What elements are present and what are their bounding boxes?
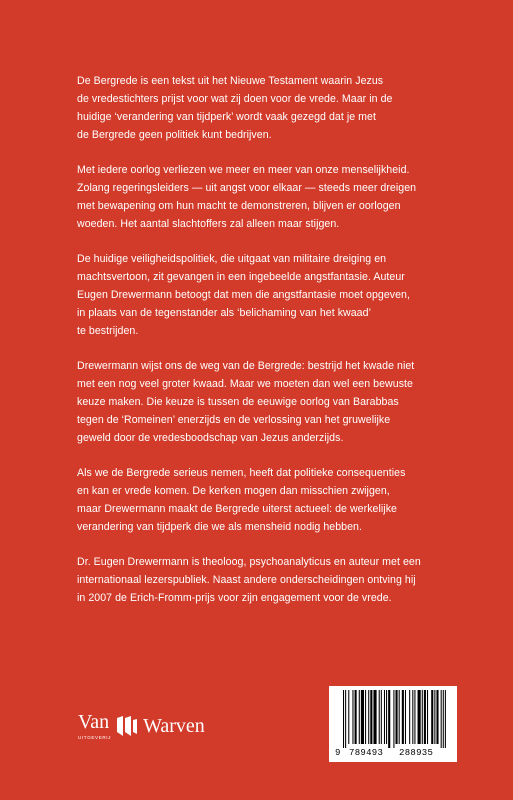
paragraph <box>77 72 497 144</box>
text-line: Dr. Eugen Drewermann is theoloog, psychoanalyticus en auteur met een <box>77 556 421 568</box>
text-line: maar Drewermann maakt de Bergrede uiterst actueel: de werkelijke <box>77 503 397 515</box>
text-line: De Bergrede is een tekst uit het Nieuwe Testament waarin Jezus <box>77 75 384 87</box>
text-line: Drewermann wijst ons de weg van de Bergrede: bestrijd het kwade niet <box>77 360 415 372</box>
text-line: tegen de ‘Romeinen’ enerzijds en de verlossing van het gruwelijke <box>77 414 391 426</box>
text-line: keuze maken. Die keuze is tussen de eeuwige oorlog van Barabbas <box>77 396 399 408</box>
text-line: Als we de Bergrede serieus nemen, heeft dat politieke consequenties <box>77 467 406 479</box>
text-line: de vredestichters prijst voor wat zij doen voor de vrede. Maar in de <box>77 93 393 105</box>
publisher-mark-icon <box>115 714 139 738</box>
text-line: huidige ‘verandering van tijdperk’ wordt vaak gezegd dat je met <box>77 111 376 123</box>
text-line: de Bergrede geen politiek kunt bedrijven. <box>77 129 272 141</box>
text-line: te bestrijden. <box>77 325 139 337</box>
logo-warven-text: Warven <box>143 715 205 737</box>
paragraph <box>77 161 497 233</box>
paragraph <box>77 464 497 536</box>
text-line: met bewapening om hun macht te demonstreren, blijven er oorlogen <box>77 200 401 212</box>
paragraph <box>77 553 497 607</box>
logo-van-group <box>78 712 111 740</box>
isbn-right-group: 288935 <box>399 748 434 758</box>
paragraph <box>77 357 497 447</box>
isbn-lead-digit: 9 <box>335 748 341 758</box>
publisher-logo <box>78 706 238 746</box>
isbn-left-group: 789493 <box>349 748 384 758</box>
text-line: verandering van tijdperk die we als mensheid nodig hebben. <box>77 521 362 533</box>
paragraph <box>77 250 497 340</box>
logo-van-text: Van <box>78 711 110 733</box>
text-line: machtsvertoon, zit gevangen in een ingebeelde angstfantasie. Auteur <box>77 271 405 283</box>
text-line: Zolang regeringsleiders — uit angst voor elkaar — steeds meer dreigen <box>77 182 417 194</box>
text-line: internationaal lezerspubliek. Naast andere onderscheidingen ontving hij <box>77 574 416 586</box>
isbn-barcode <box>329 686 457 762</box>
blurb-text <box>77 72 497 624</box>
text-line: Met iedere oorlog verliezen we meer en meer van onze menselijkheid. <box>77 164 410 176</box>
text-line: in 2007 de Erich-Fromm-prijs voor zijn engagement voor de vrede. <box>77 592 392 604</box>
text-line: geweld door de vredesboodschap van Jezus anderzijds. <box>77 432 344 444</box>
logo-subtitle: UITGEVERIJ <box>78 735 112 740</box>
text-line: Eugen Drewermann betoogt dat men die angstfantasie moet opgeven, <box>77 289 410 301</box>
text-line: in plaats van de tegenstander als ‘belichaming van het kwaad’ <box>77 307 371 319</box>
text-line: met een nog veel groter kwaad. Maar we moeten dan wel een bewuste <box>77 378 413 390</box>
barcode-bars <box>337 690 449 748</box>
text-line: De huidige veiligheidspolitiek, die uitgaat van militaire dreiging en <box>77 253 387 265</box>
text-line: en kan er vrede komen. De kerken mogen dan misschien zwijgen, <box>77 485 390 497</box>
text-line: woeden. Het aantal slachtoffers zal alleen maar stijgen. <box>77 218 340 230</box>
